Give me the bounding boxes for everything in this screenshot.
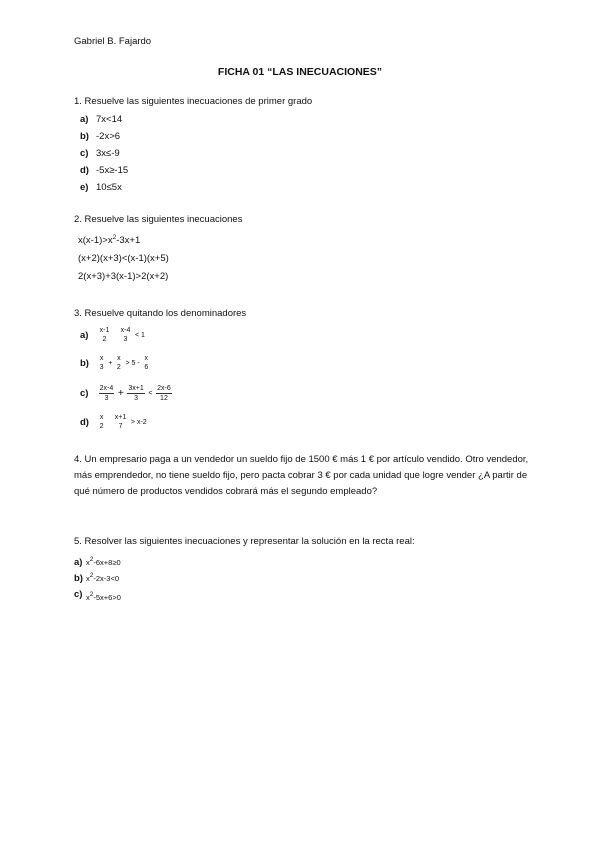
s3-c-fraction-1 [99, 385, 115, 402]
s5-b-base: x [86, 574, 90, 583]
s5-item-b-label: b) [74, 573, 83, 584]
section-5-title: 5. Resolver las siguientes inecuaciones y representar la solución en la recta real: [74, 536, 415, 547]
s3-c-num-1: 2x-4 [99, 385, 114, 392]
s3-d-den-2: 7 [118, 423, 123, 430]
s5-item-b [74, 573, 119, 584]
s3-c-den-1: 3 [104, 395, 109, 402]
s5-a-rest: -6x+8≥0 [93, 558, 121, 567]
s1-item-b-expr: -2x>6 [96, 131, 121, 142]
author-name: Gabriel B. Fajardo [74, 36, 152, 47]
s1-item-e-label: e) [80, 182, 89, 193]
s2-equation-1 [78, 235, 140, 246]
s3-c-fraction-3 [156, 385, 172, 402]
s3-c-den-3: 12 [160, 395, 168, 402]
s1-item-a [80, 114, 122, 125]
s3-c-op-1: + [117, 388, 124, 399]
s1-item-e [80, 182, 122, 193]
s5-a-base: x [86, 558, 90, 567]
s2-eq1-exponent: 2 [112, 234, 117, 241]
s3-item-c-label: c) [80, 388, 89, 399]
s5-item-a [74, 557, 121, 568]
s1-item-d-expr: -5x≥-15 [96, 165, 129, 176]
s5-item-a-label: a) [74, 557, 83, 568]
s1-item-a-expr: 7x<14 [96, 114, 123, 125]
s5-c-base: x [86, 593, 90, 602]
s5-b-rest: -2x-3<0 [93, 574, 120, 583]
s3-a-den-2: 3 [123, 336, 128, 343]
s3-d-num-2: x+1 [114, 414, 127, 421]
s3-b-fraction-2 [116, 355, 122, 371]
s1-item-d-label: d) [80, 165, 89, 176]
section-4-problem: 4. Un empresario paga a un vendedor un sueldo fijo de 1500 € más 1 € por artículo vendido. Otro vendedor, más emprendedor, no tiene sueldo fijo, pero pacta cobrar 3 € por cada unidad que logre vender ¿A partir de qué número de productos vendidos cobrará más el segundo empleado? [74, 454, 529, 497]
s3-b-op-2: > 5 - [125, 359, 140, 367]
s5-item-c [74, 589, 121, 603]
s3-d-num-1: x [99, 414, 104, 421]
s3-item-d [80, 414, 148, 430]
s3-a-fraction-1 [99, 327, 111, 343]
s3-a-num-2: x-4 [120, 327, 131, 334]
s3-c-op-2: < [148, 390, 153, 397]
s3-b-den-2: 2 [116, 364, 121, 371]
s5-c-rest: -5x+6>0 [93, 593, 121, 602]
s3-b-num-3: x [144, 355, 149, 362]
s5-c-exponent: 2 [89, 591, 94, 598]
s3-c-fraction-2 [127, 385, 144, 402]
s3-d-fraction-1 [99, 414, 105, 430]
page-title: FICHA 01 “LAS INECUACIONES” [217, 66, 383, 78]
s3-a-num-1: x-1 [99, 327, 110, 334]
s1-item-a-label: a) [80, 114, 89, 125]
s3-b-fraction-1 [99, 355, 105, 371]
s3-c-den-2: 3 [134, 395, 139, 402]
s3-d-fraction-2 [114, 414, 127, 430]
s3-b-num-2: x [117, 355, 121, 362]
s2-equation-2: (x+2)(x+3)<(x-1)(x+5) [78, 253, 169, 264]
s3-item-a [80, 327, 146, 343]
s1-item-c-expr: 3x≤-9 [96, 148, 120, 159]
s3-c-num-2: 3x+1 [128, 385, 144, 392]
s3-a-fraction-2 [120, 327, 132, 343]
s3-item-c [80, 385, 172, 402]
s3-item-d-label: d) [80, 416, 89, 428]
section-1-title: 1. Resuelve las siguientes inecuaciones de primer grado [74, 96, 313, 107]
s2-eq1-left: x(x-1)>x [78, 235, 113, 246]
s3-b-den-3: 6 [144, 364, 149, 371]
s3-item-b [80, 355, 149, 371]
s3-b-num-1: x [99, 355, 104, 362]
s1-item-d [80, 165, 128, 176]
s1-item-c [80, 148, 120, 159]
s2-equation-3: 2(x+3)+3(x-1)>2(x+2) [78, 271, 169, 282]
s3-b-op-1: + [108, 359, 113, 367]
section-3-title: 3. Resuelve quitando los denominadores [74, 308, 247, 319]
s3-a-rest: < 1 [134, 331, 145, 339]
s3-a-den-1: 2 [102, 336, 107, 343]
s5-a-exponent: 2 [89, 556, 94, 563]
s3-b-fraction-3 [143, 355, 149, 371]
s2-eq1-right: -3x+1 [116, 235, 141, 246]
s1-item-b [80, 131, 120, 142]
s1-item-b-label: b) [80, 131, 89, 142]
s3-item-b-label: b) [80, 357, 89, 369]
s1-item-e-expr: 10≤5x [96, 182, 122, 193]
s3-c-num-3: 2x-6 [157, 385, 171, 392]
s3-b-den-1: 3 [99, 364, 104, 371]
section-2-title: 2. Resuelve las siguientes inecuaciones [74, 214, 243, 225]
s3-item-a-label: a) [80, 329, 89, 341]
s5-item-c-label: c) [74, 589, 83, 600]
s3-d-rest: > x-2 [130, 418, 147, 426]
s5-b-exponent: 2 [89, 572, 94, 579]
s1-item-c-label: c) [80, 148, 89, 159]
s3-d-den-1: 2 [99, 423, 104, 430]
